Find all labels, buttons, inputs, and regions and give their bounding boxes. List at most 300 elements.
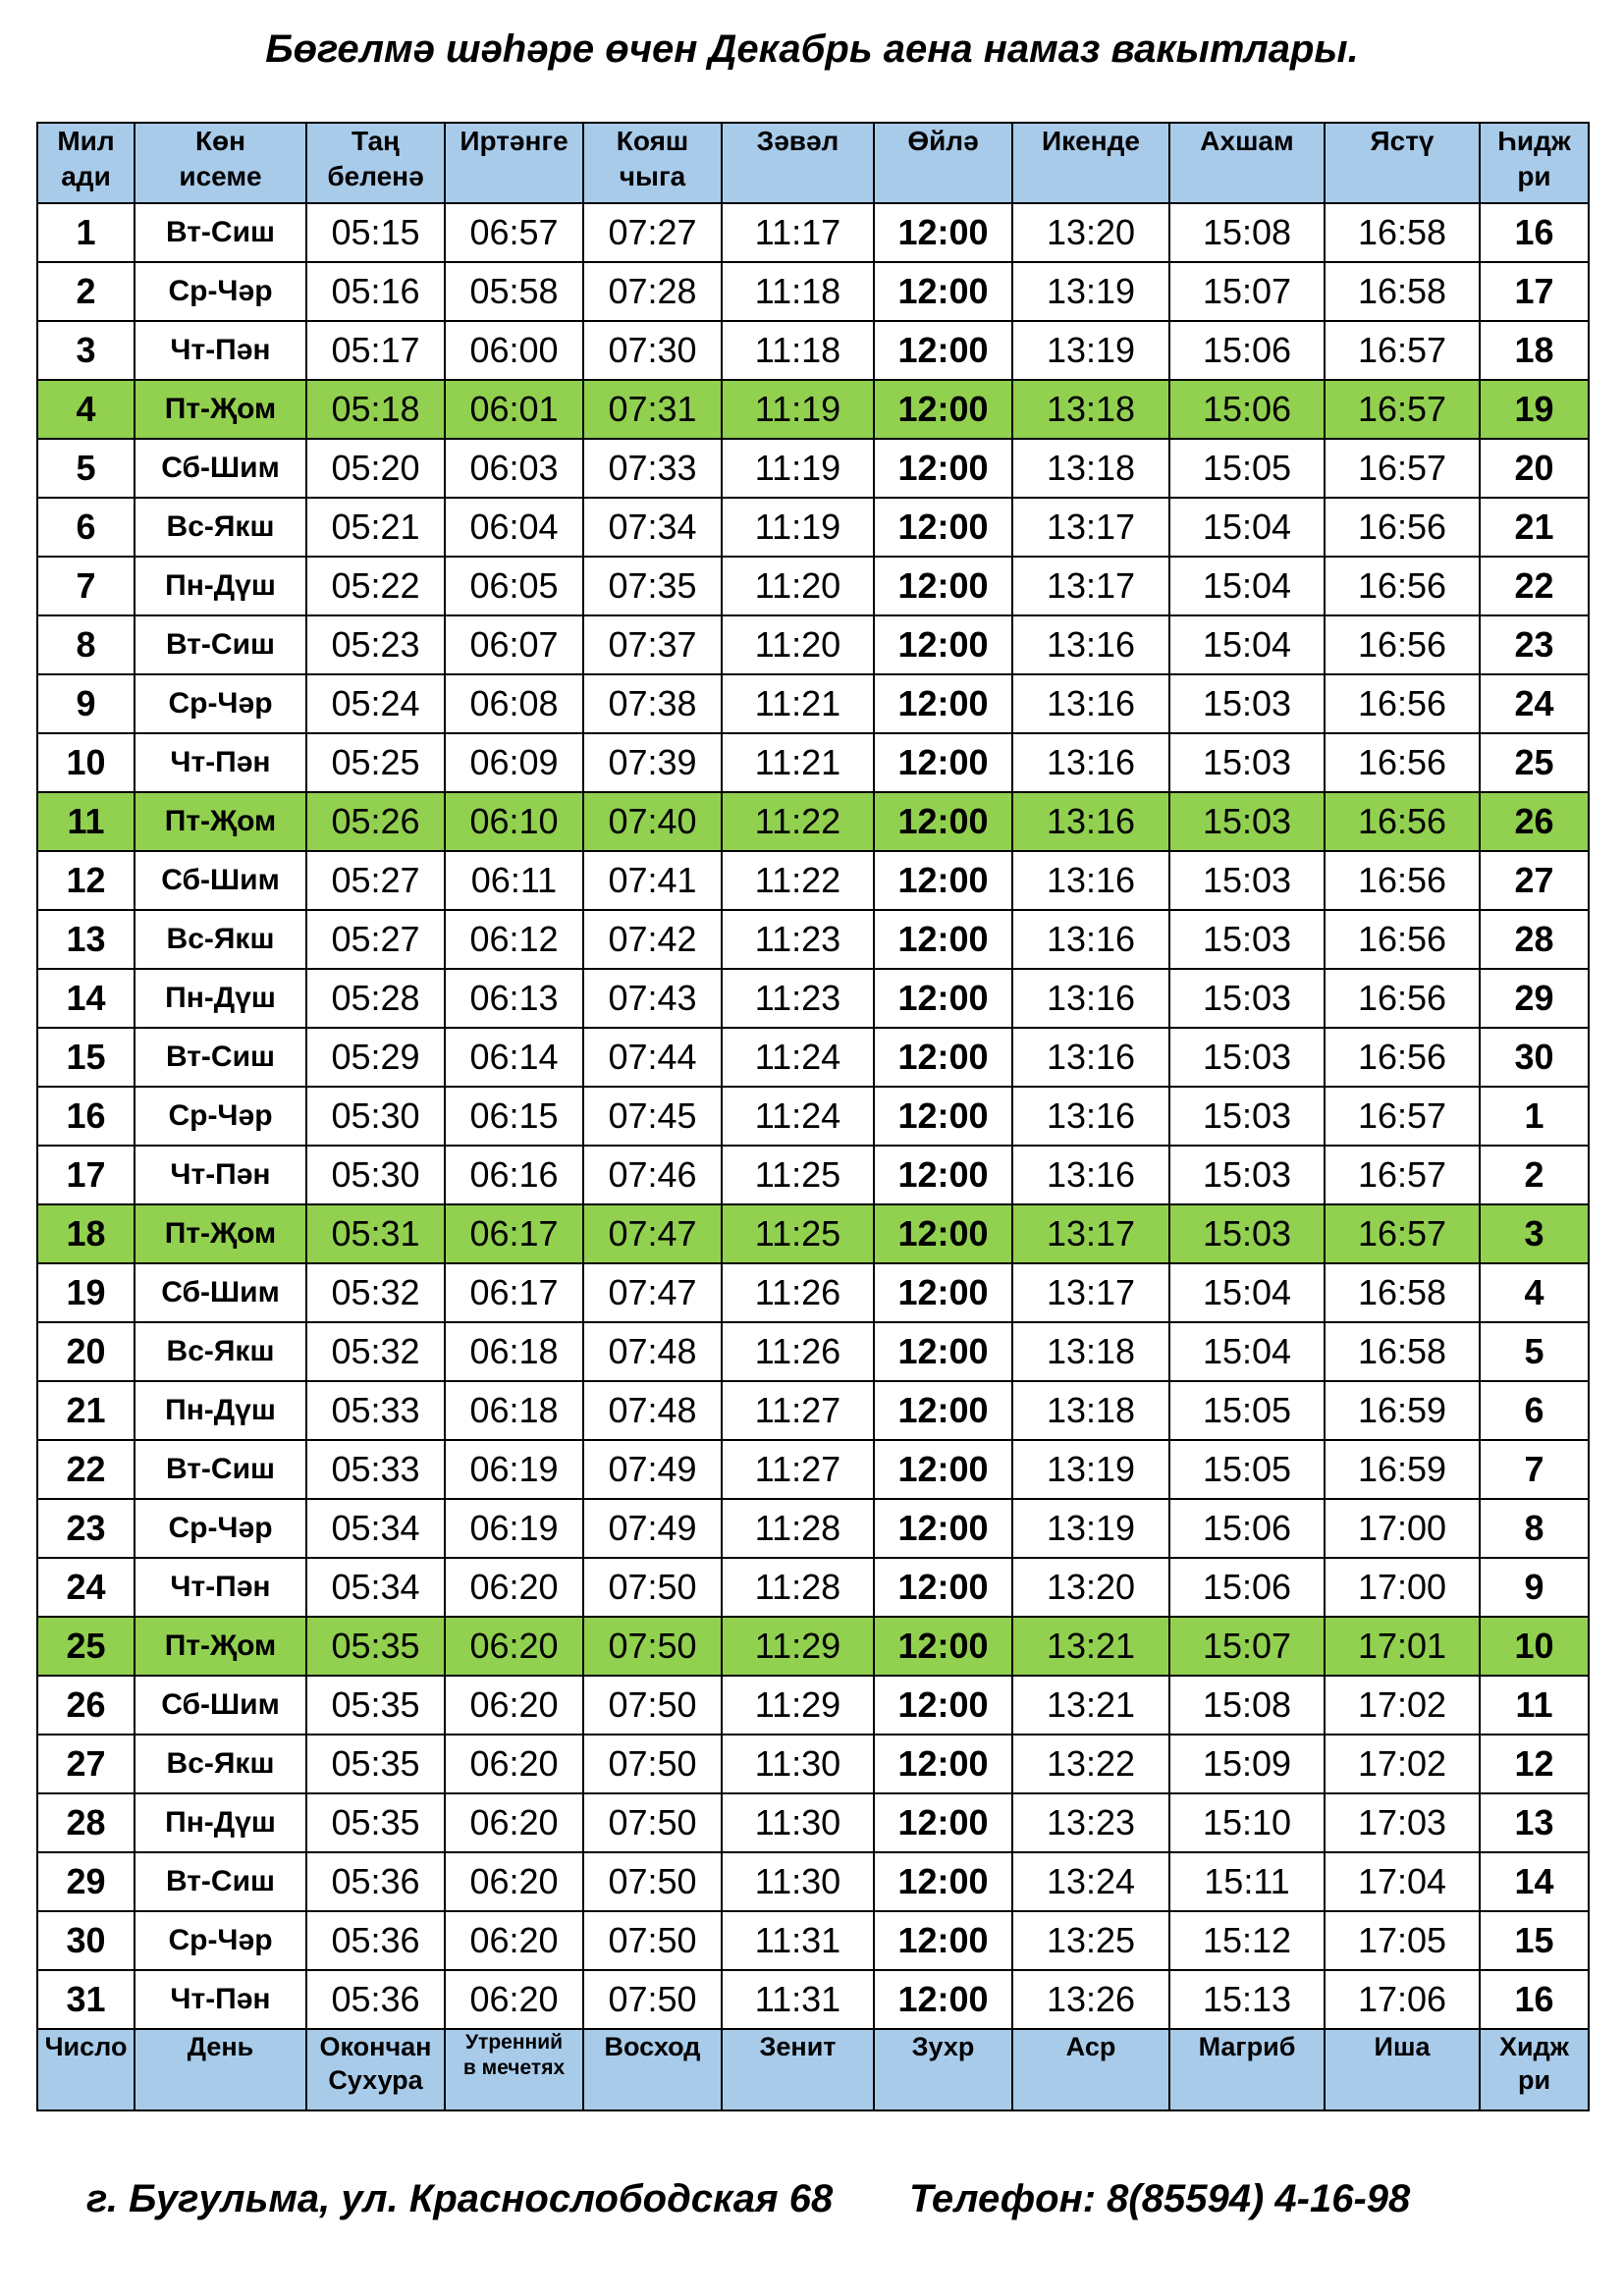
- morning-cell: 06:20: [445, 1970, 583, 2029]
- morning-cell: 06:57: [445, 203, 583, 262]
- morning-cell: 06:20: [445, 1735, 583, 1793]
- zenith-cell: 11:22: [722, 851, 874, 910]
- fajr-end-cell: 05:18: [306, 380, 445, 439]
- table-row: [37, 969, 1589, 1028]
- date-cell: 24: [37, 1558, 135, 1617]
- isha-cell: 16:58: [1325, 1263, 1480, 1322]
- sunrise-cell: 07:42: [583, 910, 722, 969]
- table-row: [37, 1440, 1589, 1499]
- hijri-cell: 3: [1480, 1204, 1589, 1263]
- zuhr-cell: 12:00: [874, 439, 1012, 498]
- weekday-cell: Ср-Чәр: [135, 674, 306, 733]
- footer-header-line: Зухр: [911, 2032, 975, 2061]
- maghrib-cell: 15:06: [1169, 1558, 1325, 1617]
- footer-header-cell: [135, 2029, 306, 2110]
- zenith-cell: 11:29: [722, 1617, 874, 1676]
- fajr-end-cell: 05:22: [306, 557, 445, 615]
- date-cell: 20: [37, 1322, 135, 1381]
- hijri-cell: 18: [1480, 321, 1589, 380]
- date-cell: 13: [37, 910, 135, 969]
- isha-cell: 16:56: [1325, 498, 1480, 557]
- hijri-cell: 16: [1480, 203, 1589, 262]
- weekday-cell: Сб-Шим: [135, 1676, 306, 1735]
- sunrise-cell: 07:34: [583, 498, 722, 557]
- sunrise-cell: 07:47: [583, 1263, 722, 1322]
- asr-cell: 13:19: [1012, 262, 1169, 321]
- maghrib-cell: 15:03: [1169, 969, 1325, 1028]
- zuhr-cell: 12:00: [874, 615, 1012, 674]
- header-line: Ахшам: [1200, 126, 1294, 156]
- date-cell: 27: [37, 1735, 135, 1793]
- date-cell: 18: [37, 1204, 135, 1263]
- sunrise-cell: 07:50: [583, 1617, 722, 1676]
- maghrib-cell: 15:03: [1169, 1146, 1325, 1204]
- hijri-cell: 16: [1480, 1970, 1589, 2029]
- weekday-cell: Чт-Пән: [135, 1558, 306, 1617]
- header-cell: [583, 123, 722, 203]
- maghrib-cell: 15:03: [1169, 1028, 1325, 1087]
- table-row: [37, 203, 1589, 262]
- date-cell: 29: [37, 1852, 135, 1911]
- asr-cell: 13:16: [1012, 969, 1169, 1028]
- morning-cell: 06:11: [445, 851, 583, 910]
- table-row: [37, 1381, 1589, 1440]
- sunrise-cell: 07:43: [583, 969, 722, 1028]
- fajr-end-cell: 05:33: [306, 1381, 445, 1440]
- footer-header-line: Хидж: [1499, 2032, 1569, 2061]
- zenith-cell: 11:19: [722, 498, 874, 557]
- footer-header-cell: [874, 2029, 1012, 2110]
- weekday-cell: Вс-Якш: [135, 1322, 306, 1381]
- zenith-cell: 11:28: [722, 1558, 874, 1617]
- morning-cell: 06:20: [445, 1676, 583, 1735]
- fajr-end-cell: 05:36: [306, 1852, 445, 1911]
- sunrise-cell: 07:30: [583, 321, 722, 380]
- sunrise-cell: 07:41: [583, 851, 722, 910]
- header-line: ади: [61, 161, 111, 191]
- date-cell: 5: [37, 439, 135, 498]
- fajr-end-cell: 05:24: [306, 674, 445, 733]
- isha-cell: 17:04: [1325, 1852, 1480, 1911]
- asr-cell: 13:16: [1012, 851, 1169, 910]
- hijri-cell: 23: [1480, 615, 1589, 674]
- asr-cell: 13:19: [1012, 321, 1169, 380]
- asr-cell: 13:20: [1012, 203, 1169, 262]
- zuhr-cell: 12:00: [874, 321, 1012, 380]
- weekday-cell: Чт-Пән: [135, 1146, 306, 1204]
- header-cell: [1480, 123, 1589, 203]
- asr-cell: 13:16: [1012, 1087, 1169, 1146]
- footer-header-cell: [1012, 2029, 1169, 2110]
- table-row: [37, 1322, 1589, 1381]
- header-cell: [37, 123, 135, 203]
- fajr-end-cell: 05:25: [306, 733, 445, 792]
- sunrise-cell: 07:48: [583, 1322, 722, 1381]
- morning-cell: 06:13: [445, 969, 583, 1028]
- isha-cell: 16:56: [1325, 733, 1480, 792]
- zuhr-cell: 12:00: [874, 1087, 1012, 1146]
- zuhr-cell: 12:00: [874, 733, 1012, 792]
- table-row: [37, 1793, 1589, 1852]
- maghrib-cell: 15:06: [1169, 321, 1325, 380]
- header-line: Зәвәл: [756, 126, 839, 156]
- fajr-end-cell: 05:20: [306, 439, 445, 498]
- footer-header-line: Сухура: [328, 2065, 423, 2095]
- footer-header-cell: [1169, 2029, 1325, 2110]
- table-row: [37, 439, 1589, 498]
- footer-header-line: Восход: [604, 2032, 701, 2061]
- table-row: [37, 1499, 1589, 1558]
- fajr-end-cell: 05:34: [306, 1499, 445, 1558]
- asr-cell: 13:17: [1012, 498, 1169, 557]
- table-row: [37, 498, 1589, 557]
- hijri-cell: 5: [1480, 1322, 1589, 1381]
- weekday-cell: Вс-Якш: [135, 498, 306, 557]
- footer-header-cell: [37, 2029, 135, 2110]
- zuhr-cell: 12:00: [874, 969, 1012, 1028]
- asr-cell: 13:16: [1012, 615, 1169, 674]
- zenith-cell: 11:22: [722, 792, 874, 851]
- isha-cell: 17:03: [1325, 1793, 1480, 1852]
- asr-cell: 13:18: [1012, 1381, 1169, 1440]
- maghrib-cell: 15:04: [1169, 1322, 1325, 1381]
- footer-address: г. Бугульма, ул. Краснослободская 68: [86, 2177, 834, 2220]
- weekday-cell: Сб-Шим: [135, 1263, 306, 1322]
- isha-cell: 16:56: [1325, 792, 1480, 851]
- weekday-cell: Ср-Чәр: [135, 1499, 306, 1558]
- morning-cell: 06:19: [445, 1499, 583, 1558]
- hijri-cell: 6: [1480, 1381, 1589, 1440]
- sunrise-cell: 07:40: [583, 792, 722, 851]
- isha-cell: 16:58: [1325, 1322, 1480, 1381]
- sunrise-cell: 07:50: [583, 1911, 722, 1970]
- fajr-end-cell: 05:29: [306, 1028, 445, 1087]
- sunrise-cell: 07:47: [583, 1204, 722, 1263]
- sunrise-cell: 07:50: [583, 1970, 722, 2029]
- zuhr-cell: 12:00: [874, 1911, 1012, 1970]
- asr-cell: 13:23: [1012, 1793, 1169, 1852]
- morning-cell: 06:20: [445, 1558, 583, 1617]
- header-cell: [445, 123, 583, 203]
- zenith-cell: 11:23: [722, 910, 874, 969]
- zenith-cell: 11:30: [722, 1852, 874, 1911]
- sunrise-cell: 07:48: [583, 1381, 722, 1440]
- asr-cell: 13:16: [1012, 910, 1169, 969]
- weekday-cell: Пт-Җом: [135, 380, 306, 439]
- maghrib-cell: 15:07: [1169, 1617, 1325, 1676]
- isha-cell: 17:00: [1325, 1499, 1480, 1558]
- maghrib-cell: 15:11: [1169, 1852, 1325, 1911]
- footer-header-line: ри: [1517, 2065, 1551, 2095]
- maghrib-cell: 15:09: [1169, 1735, 1325, 1793]
- date-cell: 15: [37, 1028, 135, 1087]
- morning-cell: 06:09: [445, 733, 583, 792]
- morning-cell: 06:19: [445, 1440, 583, 1499]
- table-row: [37, 1028, 1589, 1087]
- table-row: [37, 1735, 1589, 1793]
- zenith-cell: 11:27: [722, 1381, 874, 1440]
- fajr-end-cell: 05:26: [306, 792, 445, 851]
- header-line: Мил: [57, 126, 115, 156]
- table-header: [37, 123, 1589, 203]
- footer-phone: Телефон: 8(85594) 4-16-98: [909, 2177, 1411, 2220]
- zenith-cell: 11:24: [722, 1087, 874, 1146]
- date-cell: 16: [37, 1087, 135, 1146]
- zenith-cell: 11:28: [722, 1499, 874, 1558]
- zuhr-cell: 12:00: [874, 1146, 1012, 1204]
- fajr-end-cell: 05:34: [306, 1558, 445, 1617]
- maghrib-cell: 15:12: [1169, 1911, 1325, 1970]
- sunrise-cell: 07:45: [583, 1087, 722, 1146]
- weekday-cell: Вс-Якш: [135, 1735, 306, 1793]
- table-row: [37, 1263, 1589, 1322]
- maghrib-cell: 15:08: [1169, 203, 1325, 262]
- fajr-end-cell: 05:33: [306, 1440, 445, 1499]
- sunrise-cell: 07:50: [583, 1676, 722, 1735]
- asr-cell: 13:24: [1012, 1852, 1169, 1911]
- zenith-cell: 11:25: [722, 1204, 874, 1263]
- footer-header-line: Утренний: [464, 2031, 564, 2054]
- zuhr-cell: 12:00: [874, 1676, 1012, 1735]
- footer-header-cell: [583, 2029, 722, 2110]
- zuhr-cell: 12:00: [874, 1263, 1012, 1322]
- morning-cell: 06:00: [445, 321, 583, 380]
- sunrise-cell: 07:50: [583, 1735, 722, 1793]
- date-cell: 26: [37, 1676, 135, 1735]
- zenith-cell: 11:26: [722, 1322, 874, 1381]
- isha-cell: 16:58: [1325, 203, 1480, 262]
- sunrise-cell: 07:49: [583, 1440, 722, 1499]
- fajr-end-cell: 05:35: [306, 1676, 445, 1735]
- date-cell: 6: [37, 498, 135, 557]
- hijri-cell: 25: [1480, 733, 1589, 792]
- fajr-end-cell: 05:15: [306, 203, 445, 262]
- header-line: Кояш: [616, 126, 689, 156]
- isha-cell: 17:01: [1325, 1617, 1480, 1676]
- date-cell: 19: [37, 1263, 135, 1322]
- date-cell: 9: [37, 674, 135, 733]
- asr-cell: 13:19: [1012, 1499, 1169, 1558]
- sunrise-cell: 07:46: [583, 1146, 722, 1204]
- zenith-cell: 11:29: [722, 1676, 874, 1735]
- zenith-cell: 11:17: [722, 203, 874, 262]
- fajr-end-cell: 05:30: [306, 1146, 445, 1204]
- weekday-cell: Пн-Дүш: [135, 1381, 306, 1440]
- date-cell: 8: [37, 615, 135, 674]
- sunrise-cell: 07:31: [583, 380, 722, 439]
- maghrib-cell: 15:03: [1169, 851, 1325, 910]
- asr-cell: 13:16: [1012, 792, 1169, 851]
- morning-cell: 06:07: [445, 615, 583, 674]
- footer-header-line: Окончан: [319, 2032, 432, 2061]
- header-line: беленә: [327, 161, 424, 191]
- date-cell: 25: [37, 1617, 135, 1676]
- date-cell: 28: [37, 1793, 135, 1852]
- hijri-cell: 24: [1480, 674, 1589, 733]
- zuhr-cell: 12:00: [874, 203, 1012, 262]
- isha-cell: 17:00: [1325, 1558, 1480, 1617]
- fajr-end-cell: 05:32: [306, 1322, 445, 1381]
- asr-cell: 13:16: [1012, 1028, 1169, 1087]
- hijri-cell: 19: [1480, 380, 1589, 439]
- fajr-end-cell: 05:21: [306, 498, 445, 557]
- table-row: [37, 1617, 1589, 1676]
- isha-cell: 17:06: [1325, 1970, 1480, 2029]
- date-cell: 12: [37, 851, 135, 910]
- morning-cell: 06:03: [445, 439, 583, 498]
- zenith-cell: 11:27: [722, 1440, 874, 1499]
- morning-cell: 06:14: [445, 1028, 583, 1087]
- isha-cell: 16:57: [1325, 321, 1480, 380]
- date-cell: 22: [37, 1440, 135, 1499]
- date-cell: 10: [37, 733, 135, 792]
- fajr-end-cell: 05:35: [306, 1793, 445, 1852]
- weekday-cell: Пн-Дүш: [135, 1793, 306, 1852]
- date-cell: 23: [37, 1499, 135, 1558]
- zenith-cell: 11:30: [722, 1793, 874, 1852]
- weekday-cell: Чт-Пән: [135, 1970, 306, 2029]
- hijri-cell: 9: [1480, 1558, 1589, 1617]
- morning-cell: 06:18: [445, 1381, 583, 1440]
- maghrib-cell: 15:10: [1169, 1793, 1325, 1852]
- table-row: [37, 1087, 1589, 1146]
- zuhr-cell: 12:00: [874, 1499, 1012, 1558]
- date-cell: 3: [37, 321, 135, 380]
- zuhr-cell: 12:00: [874, 1322, 1012, 1381]
- header-cell: [1012, 123, 1169, 203]
- footer-header-cell: [445, 2029, 583, 2110]
- zuhr-cell: 12:00: [874, 851, 1012, 910]
- sunrise-cell: 07:38: [583, 674, 722, 733]
- asr-cell: 13:18: [1012, 380, 1169, 439]
- morning-cell: 06:17: [445, 1204, 583, 1263]
- isha-cell: 16:59: [1325, 1381, 1480, 1440]
- zenith-cell: 11:21: [722, 733, 874, 792]
- asr-cell: 13:25: [1012, 1911, 1169, 1970]
- morning-cell: 06:17: [445, 1263, 583, 1322]
- date-cell: 14: [37, 969, 135, 1028]
- date-cell: 21: [37, 1381, 135, 1440]
- maghrib-cell: 15:05: [1169, 1381, 1325, 1440]
- weekday-cell: Вс-Якш: [135, 910, 306, 969]
- maghrib-cell: 15:04: [1169, 615, 1325, 674]
- zuhr-cell: 12:00: [874, 1440, 1012, 1499]
- hijri-cell: 26: [1480, 792, 1589, 851]
- footer-header-line: Число: [44, 2032, 128, 2061]
- isha-cell: 16:58: [1325, 262, 1480, 321]
- table-row: [37, 1204, 1589, 1263]
- sunrise-cell: 07:50: [583, 1558, 722, 1617]
- weekday-cell: Пн-Дүш: [135, 969, 306, 1028]
- zuhr-cell: 12:00: [874, 498, 1012, 557]
- fajr-end-cell: 05:30: [306, 1087, 445, 1146]
- isha-cell: 16:56: [1325, 615, 1480, 674]
- date-cell: 30: [37, 1911, 135, 1970]
- footer-header-line: День: [187, 2032, 254, 2061]
- footer-header-cell: [1325, 2029, 1480, 2110]
- hijri-cell: 7: [1480, 1440, 1589, 1499]
- morning-cell: 06:20: [445, 1911, 583, 1970]
- maghrib-cell: 15:06: [1169, 380, 1325, 439]
- zenith-cell: 11:21: [722, 674, 874, 733]
- asr-cell: 13:16: [1012, 733, 1169, 792]
- morning-cell: 06:20: [445, 1793, 583, 1852]
- sunrise-cell: 07:35: [583, 557, 722, 615]
- weekday-cell: Чт-Пән: [135, 321, 306, 380]
- morning-cell: 06:12: [445, 910, 583, 969]
- sunrise-cell: 07:33: [583, 439, 722, 498]
- isha-cell: 16:56: [1325, 969, 1480, 1028]
- zuhr-cell: 12:00: [874, 1381, 1012, 1440]
- asr-cell: 13:17: [1012, 1263, 1169, 1322]
- maghrib-cell: 15:06: [1169, 1499, 1325, 1558]
- hijri-cell: 14: [1480, 1852, 1589, 1911]
- header-cell: [1169, 123, 1325, 203]
- table-row: [37, 1911, 1589, 1970]
- footer-header-cell: [722, 2029, 874, 2110]
- footer-header-line: Зенит: [759, 2032, 837, 2061]
- table-row: [37, 910, 1589, 969]
- fajr-end-cell: 05:31: [306, 1204, 445, 1263]
- weekday-cell: Вт-Сиш: [135, 1028, 306, 1087]
- hijri-cell: 11: [1480, 1676, 1589, 1735]
- maghrib-cell: 15:03: [1169, 792, 1325, 851]
- table-body: [37, 203, 1589, 2029]
- sunrise-cell: 07:50: [583, 1793, 722, 1852]
- table-row: [37, 321, 1589, 380]
- maghrib-cell: 15:07: [1169, 262, 1325, 321]
- weekday-cell: Вт-Сиш: [135, 615, 306, 674]
- isha-cell: 17:02: [1325, 1735, 1480, 1793]
- asr-cell: 13:17: [1012, 557, 1169, 615]
- weekday-cell: Ср-Чәр: [135, 1911, 306, 1970]
- maghrib-cell: 15:03: [1169, 733, 1325, 792]
- asr-cell: 13:21: [1012, 1617, 1169, 1676]
- maghrib-cell: 15:05: [1169, 439, 1325, 498]
- sunrise-cell: 07:44: [583, 1028, 722, 1087]
- header-line: чыга: [619, 161, 686, 191]
- morning-cell: 06:20: [445, 1852, 583, 1911]
- morning-cell: 06:16: [445, 1146, 583, 1204]
- weekday-cell: Вт-Сиш: [135, 1440, 306, 1499]
- maghrib-cell: 15:13: [1169, 1970, 1325, 2029]
- weekday-cell: Чт-Пән: [135, 733, 306, 792]
- morning-cell: 05:58: [445, 262, 583, 321]
- isha-cell: 16:56: [1325, 910, 1480, 969]
- zuhr-cell: 12:00: [874, 1617, 1012, 1676]
- isha-cell: 16:56: [1325, 851, 1480, 910]
- fajr-end-cell: 05:35: [306, 1617, 445, 1676]
- table-row: [37, 674, 1589, 733]
- zenith-cell: 11:20: [722, 615, 874, 674]
- table-row: [37, 1146, 1589, 1204]
- table-row: [37, 557, 1589, 615]
- isha-cell: 16:57: [1325, 380, 1480, 439]
- header-line: Көн: [194, 126, 246, 156]
- maghrib-cell: 15:03: [1169, 674, 1325, 733]
- header-line: Иртәнге: [460, 126, 568, 156]
- header-line: Һидж: [1497, 126, 1571, 156]
- footer-header-line: Иша: [1374, 2032, 1431, 2061]
- header-cell: [874, 123, 1012, 203]
- hijri-cell: 17: [1480, 262, 1589, 321]
- zenith-cell: 11:24: [722, 1028, 874, 1087]
- isha-cell: 16:56: [1325, 557, 1480, 615]
- table-row: [37, 380, 1589, 439]
- zuhr-cell: 12:00: [874, 792, 1012, 851]
- weekday-cell: Вт-Сиш: [135, 203, 306, 262]
- footer-header-line: Аср: [1065, 2032, 1116, 2061]
